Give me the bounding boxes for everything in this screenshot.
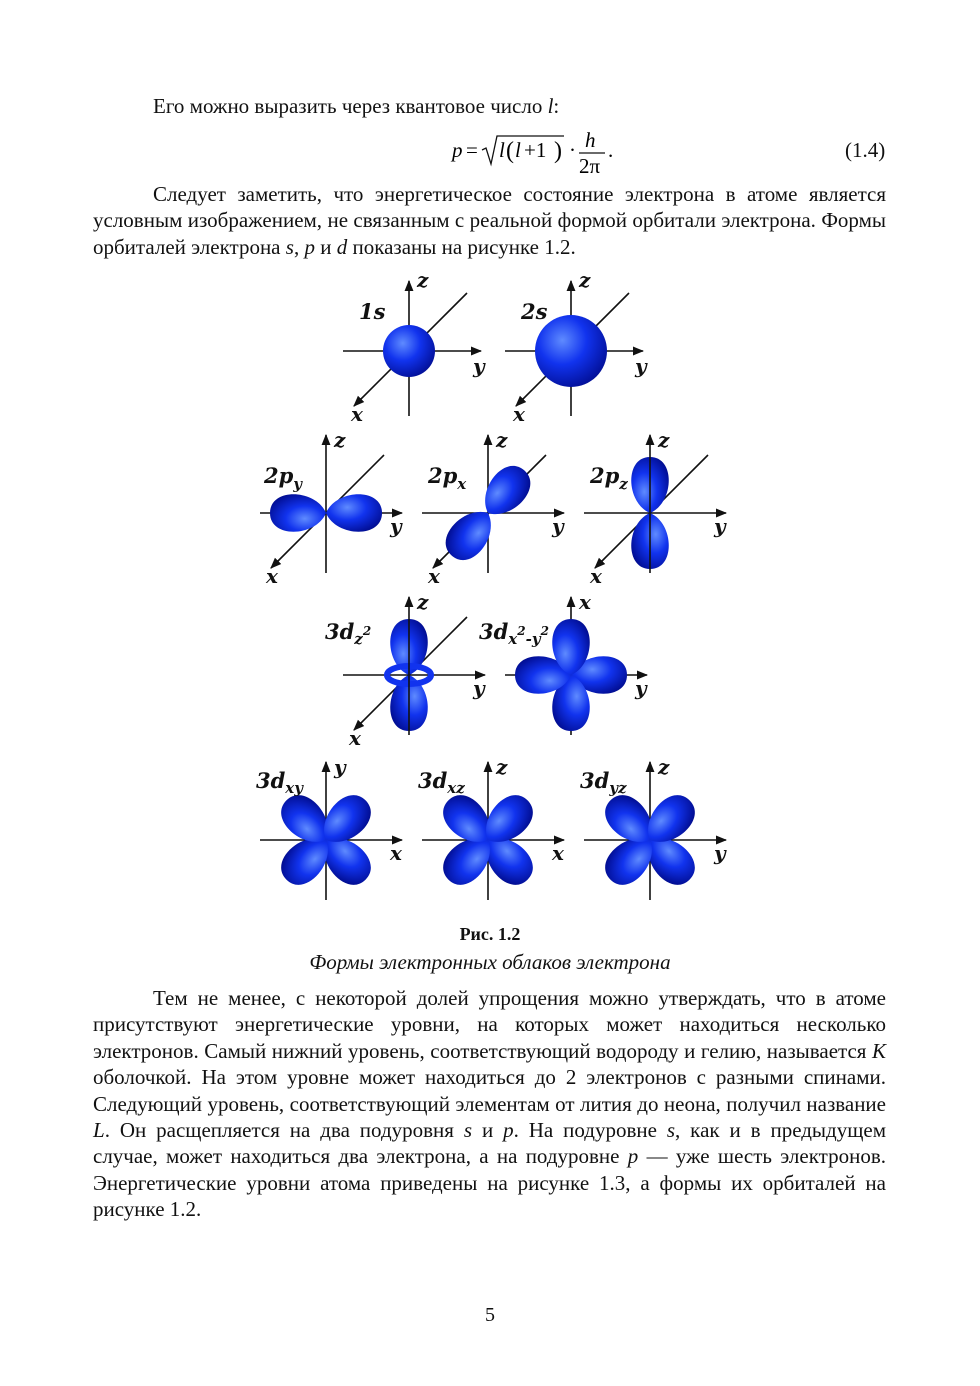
- paragraph-1: [93, 181, 886, 260]
- p2-text-5: . На подуровне: [513, 1118, 667, 1143]
- formula-denominator: 2π: [579, 154, 601, 178]
- label-3dx2y2-sub1: x: [508, 630, 518, 648]
- axis-y-label: y: [334, 755, 346, 779]
- label-1s: 1s: [359, 299, 386, 324]
- figure-caption-subtitle: Формы электронных облаков электрона: [309, 950, 671, 974]
- label-3dxy-main: 3d: [256, 768, 286, 793]
- intro-text: Его можно выразить через квантовое число: [153, 94, 548, 118]
- intro-var: l: [547, 94, 554, 118]
- p2-text-3: . Он расщепляется на два подуровня: [104, 1118, 464, 1143]
- p2-text-6: , как и в предыдущем случае, может находиться два электрона, а на подуровне: [93, 1118, 887, 1169]
- figure-caption-title: Рис. 1.2: [459, 924, 521, 944]
- label-3dz2-sub: z: [354, 630, 363, 648]
- axis-z-label: z: [658, 428, 670, 452]
- axis-z-label: z: [579, 274, 591, 292]
- p2-text-2: оболочкой. На этом уровне может находиться до 2 электронов с разными спинами. Следующий уровень, соответствующий элементам от лития до неона, получил название: [93, 1065, 886, 1116]
- p1-d: d: [336, 234, 348, 259]
- formula-period: .: [608, 138, 614, 162]
- label-3dxy-sub: xy: [285, 779, 303, 797]
- formula-lhs: p: [452, 138, 463, 162]
- axis-x-label: x: [390, 841, 402, 865]
- formula-eq: =: [466, 138, 478, 162]
- p2-s1: s: [463, 1118, 473, 1143]
- p2-p1: p: [503, 1118, 514, 1143]
- label-3dz2-sup: 2: [362, 624, 372, 638]
- s-sphere: [535, 315, 607, 387]
- s-sphere: [383, 325, 435, 377]
- p1-s: s: [285, 234, 294, 259]
- label-2s: 2s: [521, 299, 548, 324]
- axis-x-label: x: [349, 726, 361, 750]
- label-3dx2y2-sub2: -y: [525, 630, 541, 648]
- paragraph-2: [93, 985, 886, 1223]
- p2-text-4: и: [472, 1118, 504, 1143]
- label-2pz-main: 2p: [590, 463, 620, 488]
- axis-y-label: y: [390, 514, 402, 538]
- intro-line: [153, 94, 559, 119]
- label-2px-main: 2p: [428, 463, 458, 488]
- p1-sep1: ,: [293, 234, 305, 259]
- axis-x-label: x: [351, 402, 363, 426]
- axis-y-label: y: [635, 354, 647, 378]
- p1-text-1: Следует заметить, что энергетическое состояние электрона в атоме является условным изображением, не связанным с реальной формой орбитали электрона. Формы орбиталей электрона: [93, 182, 886, 259]
- axis-x-label: x: [513, 402, 525, 426]
- p2-p2: p: [627, 1144, 639, 1169]
- p2-text-1: Тем не менее, с некоторой долей упрощения можно утверждать, что в атоме присутствуют энергетические уровни, на которых может находиться несколько электронов. Самый нижний уровень, соответствующий водороду и гелию, называется: [93, 986, 886, 1063]
- p2-L: L: [93, 1118, 105, 1143]
- paren-open: (: [506, 138, 514, 164]
- axis-z-label: z: [417, 274, 429, 292]
- page-number: 5: [485, 1304, 495, 1326]
- label-3dx2y2-main: 3d: [479, 619, 509, 644]
- label-3dyz-sub: yz: [609, 779, 627, 797]
- axis-y-label: y: [714, 514, 726, 538]
- p2-s2: s: [666, 1118, 676, 1143]
- axis-x-label: x: [590, 564, 602, 588]
- axis-y-label: y: [714, 841, 726, 865]
- formula-numerator: h: [585, 128, 596, 152]
- intro-colon: :: [553, 94, 560, 118]
- formula-svg: [452, 128, 632, 176]
- label-3dxz-main: 3d: [418, 768, 448, 793]
- label-3dyz-main: 3d: [580, 768, 610, 793]
- formula-l2: l: [515, 138, 521, 162]
- label-3dxz-sub: xz: [447, 779, 465, 797]
- axis-z-label: z: [334, 428, 346, 452]
- p1-text-2: показаны на рисунке 1.2.: [347, 234, 576, 259]
- axis-z-label: z: [417, 590, 429, 614]
- label-2pz-sub: z: [619, 475, 628, 493]
- axis-x-label: x: [552, 841, 564, 865]
- axis-y-label: y: [635, 676, 647, 700]
- p1-sep2: и: [314, 234, 337, 259]
- label-3dz2-main: 3d: [325, 619, 355, 644]
- axis-z-label: z: [658, 755, 670, 779]
- label-2py-sub: y: [293, 475, 303, 493]
- formula-l: l: [499, 138, 505, 162]
- axis-z-label: z: [496, 428, 508, 452]
- label-2py-main: 2p: [264, 463, 294, 488]
- axis-y-label: y: [552, 514, 564, 538]
- axis-y-label: y: [473, 354, 485, 378]
- label-2px-sub: x: [457, 475, 467, 493]
- formula-dot: ·: [569, 138, 576, 162]
- p2-text-7: — уже шесть электронов. Энергетические уровни атома приведены на рисунке 1.3, а формы их орбиталей на рисунке 1.2.: [93, 1144, 886, 1222]
- p1-p: p: [304, 234, 315, 259]
- label-3dx2y2-sup1: 2: [517, 624, 526, 638]
- sqrt-sign: [482, 136, 564, 164]
- label-3dx2y2-sup2: 2: [540, 624, 549, 638]
- orbital-figure: [250, 274, 730, 914]
- axis-x-label: x: [579, 590, 591, 614]
- axis-x-label: x: [428, 564, 440, 588]
- paren-close: ): [554, 138, 562, 164]
- formula-plus-one: +1: [524, 138, 547, 162]
- formula-number: (1.4): [845, 138, 886, 162]
- axis-x-label: x: [266, 564, 278, 588]
- p2-K: K: [871, 1038, 886, 1063]
- axis-y-label: y: [473, 676, 485, 700]
- axis-z-label: z: [496, 755, 508, 779]
